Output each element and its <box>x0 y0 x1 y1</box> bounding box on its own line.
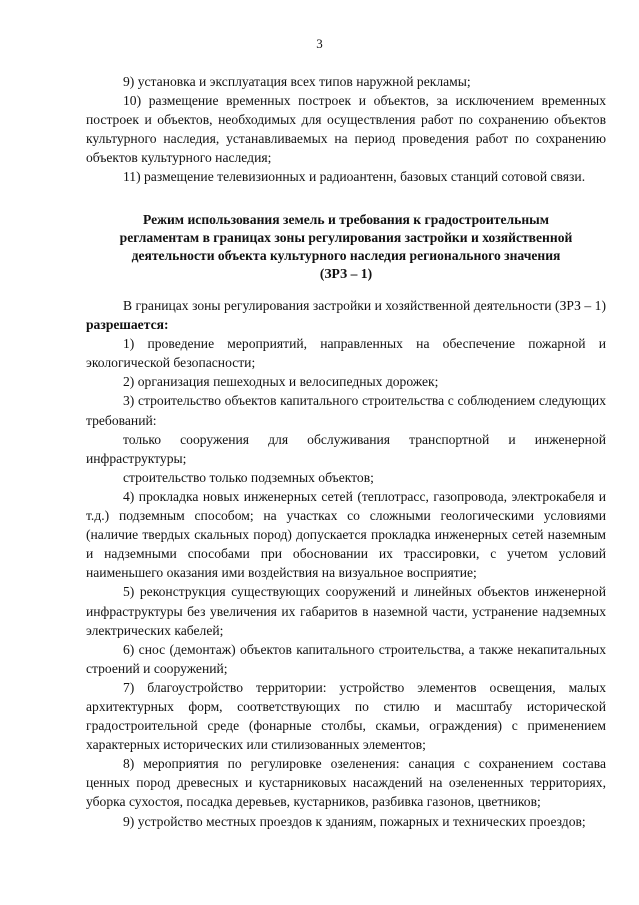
list-item: строительство только подземных объектов; <box>123 469 374 485</box>
main-list <box>86 296 606 831</box>
list-item: 11) размещение телевизионных и радиоантенн, базовых станций сотовой связи. <box>123 169 586 185</box>
list-item: только сооружения для обслуживания транспортной и инженерной инфраструктуры; <box>86 431 606 466</box>
list-item: 6) снос (демонтаж) объектов капитального строительства, а также некапитальных строений и сооружений; <box>86 641 606 676</box>
list-item: 4) прокладка новых инженерных сетей (теплотрасс, газопровода, электрокабеля и т.д.) подземным способом; на участках со сложными геологическими условиями (наличие твердых скальных пород) допускается прокладка инженерных сетей наземным и надземными способами при обосновании их трассировки, с учетом условий наименьшего оказания ими воздействия на визуальное восприятие; <box>86 488 606 581</box>
top-list <box>86 72 606 187</box>
heading-line: (ЗРЗ – 1) <box>319 266 373 281</box>
list-item: 3) строительство объектов капитального строительства с соблюдением следующих требований: <box>86 393 606 428</box>
intro-text: В границах зоны регулирования застройки и хозяйственной деятельности (ЗРЗ – 1) <box>123 298 606 313</box>
list-item: 5) реконструкция существующих сооружений и линейных объектов инженерной инфраструктуры без увеличения их габаритов в наземной части, устранение надземных электрических кабелей; <box>86 584 606 638</box>
heading-line: деятельности объекта культурного наследия регионального значения <box>131 248 561 263</box>
list-item: 9) устройство местных проездов к зданиям, пожарных и технических проездов; <box>123 813 586 829</box>
list-item: 7) благоустройство территории: устройство элементов освещения, малых архитектурных форм, соответствующих по стилю и масштабу исторической градостроительной среде (фонарные столбы, скамьи, ограждения) с применением характерных исторических или стилизованных элементов; <box>86 679 606 753</box>
intro-bold: разрешается: <box>86 317 169 333</box>
page-number: 3 <box>316 36 323 51</box>
list-item: 10) размещение временных построек и объектов, за исключением временных построек и объектов, необходимых для осуществления работ по сохранению объектов культурного наследия, устанавливаемых на период проведения работ по сохранению объектов культурного наследия; <box>86 93 606 166</box>
heading-line: регламентам в границах зоны регулирования застройки и хозяйственной <box>119 230 573 245</box>
intro-paragraph <box>86 296 606 334</box>
list-item: 9) установка и эксплуатация всех типов наружной рекламы; <box>123 74 471 89</box>
list-item: 8) мероприятия по регулировке озеленения: санация с сохранением состава ценных пород древесных и кустарниковых насаждений на озелененных территориях, уборка сухостоя, посадка деревьев, кустарников, разбивка газонов, цветников; <box>86 756 606 810</box>
heading-line: Режим использования земель и требования к градостроительным <box>142 212 550 227</box>
list-item: 1) проведение мероприятий, направленных на обеспечение пожарной и экологической безопасности; <box>86 336 606 371</box>
section-heading <box>86 211 606 283</box>
list-item: 2) организация пешеходных и велосипедных дорожек; <box>123 374 439 390</box>
